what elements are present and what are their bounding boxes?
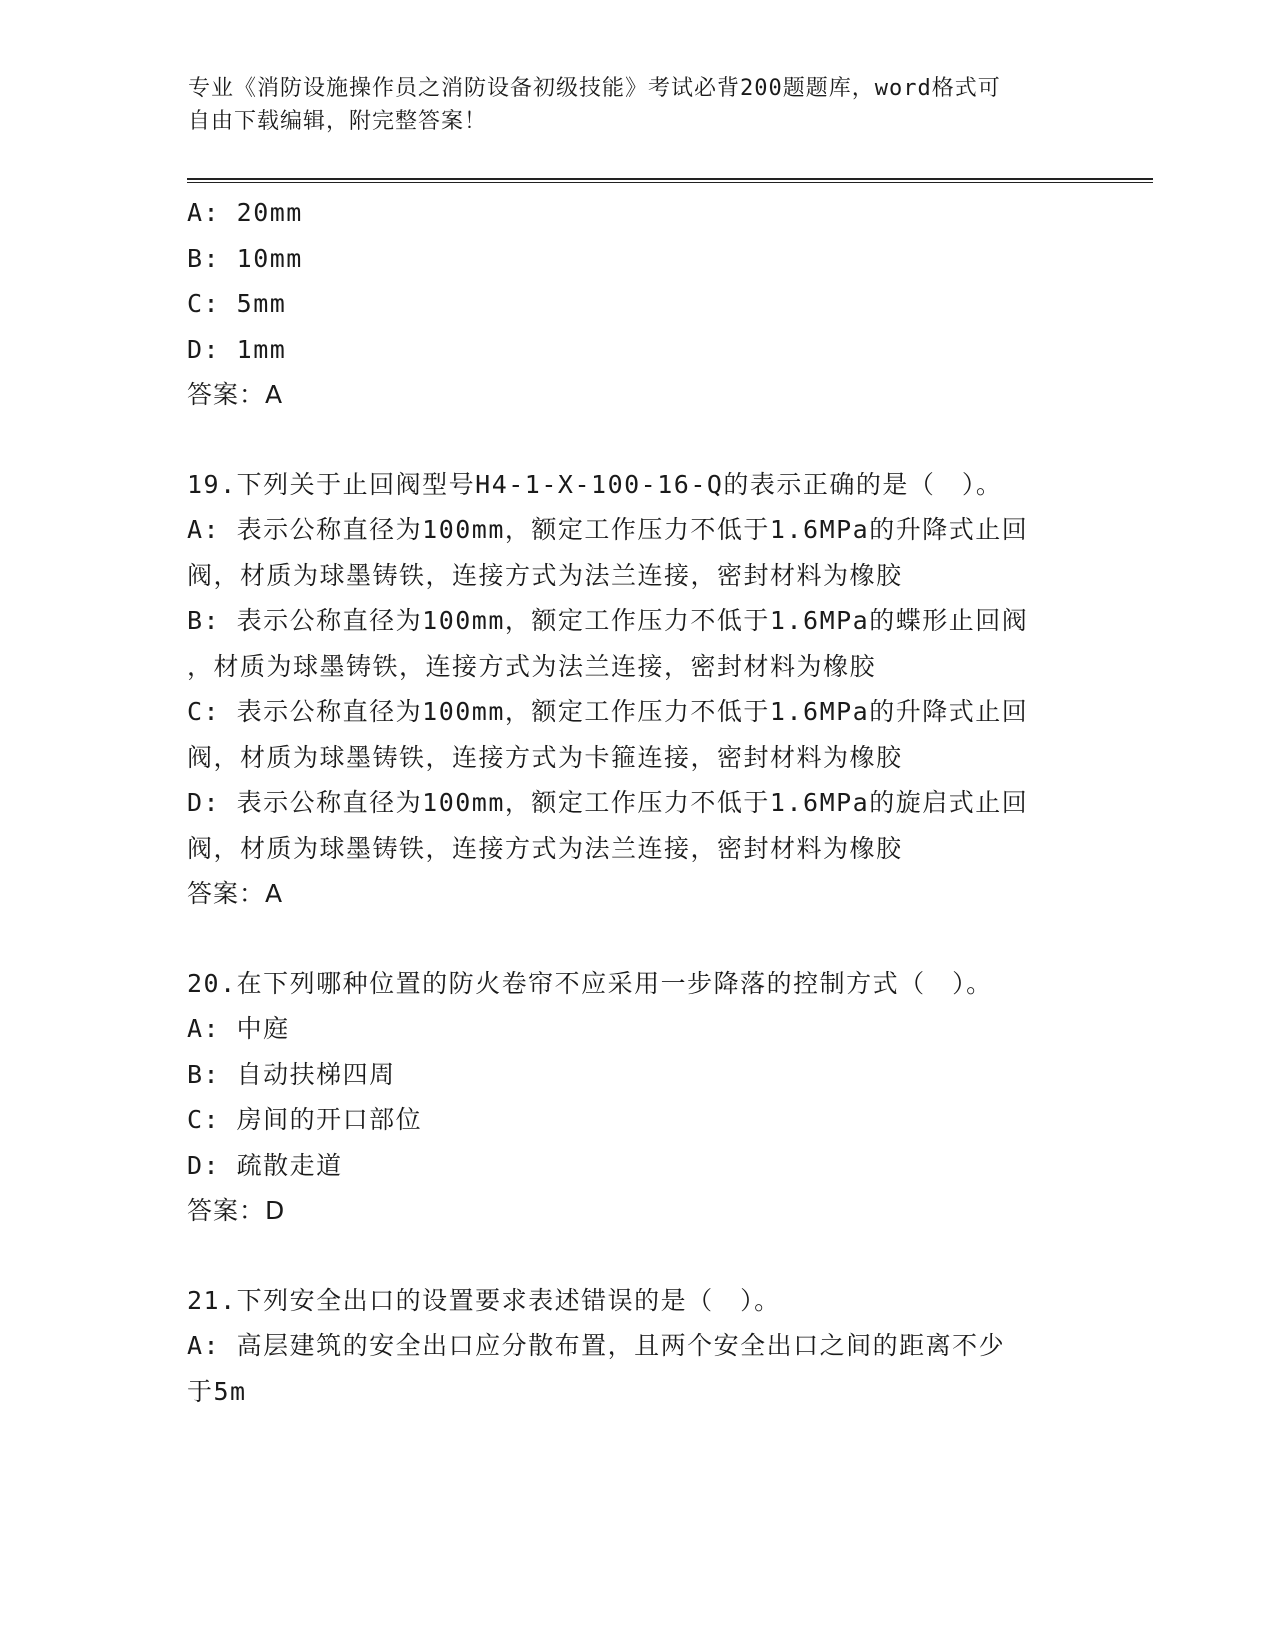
option-b-line-2: ，材质为球墨铸铁，连接方式为法兰连接，密封材料为橡胶 (187, 651, 877, 681)
option-a-line-1: A: 表示公称直径为100mm，额定工作压力不低于1.6MPa的升降式止回 (187, 515, 1029, 544)
spacer (187, 917, 1087, 961)
option-d: D: 1mm (187, 334, 287, 364)
answer-line: 答案：A (187, 380, 284, 409)
option-b: B: 10mm (187, 243, 303, 273)
answer-line: 答案：D (187, 1196, 286, 1225)
question-list (187, 190, 1087, 1414)
option-d-line-2: 阀，材质为球墨铸铁，连接方式为法兰连接，密封材料为橡胶 (187, 833, 903, 863)
header-line-2: 自由下载编辑，附完整答案！ (188, 109, 488, 134)
option-a-line-2: 阀，材质为球墨铸铁，连接方式为法兰连接，密封材料为橡胶 (187, 560, 903, 590)
spacer (187, 418, 1087, 462)
option-a: A: 20mm (187, 198, 303, 227)
document-header (188, 72, 1088, 138)
option-a-line-2: 于5m (187, 1376, 247, 1406)
spacer (187, 1234, 1087, 1278)
header-divider (187, 178, 1153, 183)
option-a: A: 中庭 (187, 1014, 290, 1043)
option-d: D: 疏散走道 (187, 1150, 343, 1180)
answer-line: 答案：A (187, 879, 284, 908)
option-a-line-1: A: 高层建筑的安全出口应分散布置，且两个安全出口之间的距离不少 (187, 1331, 1006, 1360)
question-21 (187, 1278, 1087, 1415)
option-d-line-1: D: 表示公称直径为100mm，额定工作压力不低于1.6MPa的旋启式止回 (187, 788, 1029, 817)
question-19 (187, 462, 1087, 917)
option-c-line-1: C: 表示公称直径为100mm，额定工作压力不低于1.6MPa的升降式止回 (187, 697, 1029, 726)
option-c: C: 房间的开口部位 (187, 1105, 423, 1134)
question-18-options (187, 190, 1087, 418)
option-b: B: 自动扶梯四周 (187, 1059, 396, 1089)
option-c: C: 5mm (187, 289, 287, 318)
option-b-line-1: B: 表示公称直径为100mm，额定工作压力不低于1.6MPa的蝶形止回阀 (187, 606, 1029, 635)
question-20 (187, 961, 1087, 1234)
header-line-1: 专业《消防设施操作员之消防设备初级技能》考试必背200题题库，word格式可 (188, 76, 1001, 101)
question-stem: 19.下列关于止回阀型号H4-1-X-100-16-Q的表示正确的是（ ）。 (187, 469, 1003, 499)
question-stem: 20.在下列哪种位置的防火卷帘不应采用一步降落的控制方式（ ）。 (187, 968, 993, 998)
question-stem: 21.下列安全出口的设置要求表述错误的是（ ）。 (187, 1285, 781, 1315)
option-c-line-2: 阀，材质为球墨铸铁，连接方式为卡箍连接，密封材料为橡胶 (187, 742, 903, 772)
